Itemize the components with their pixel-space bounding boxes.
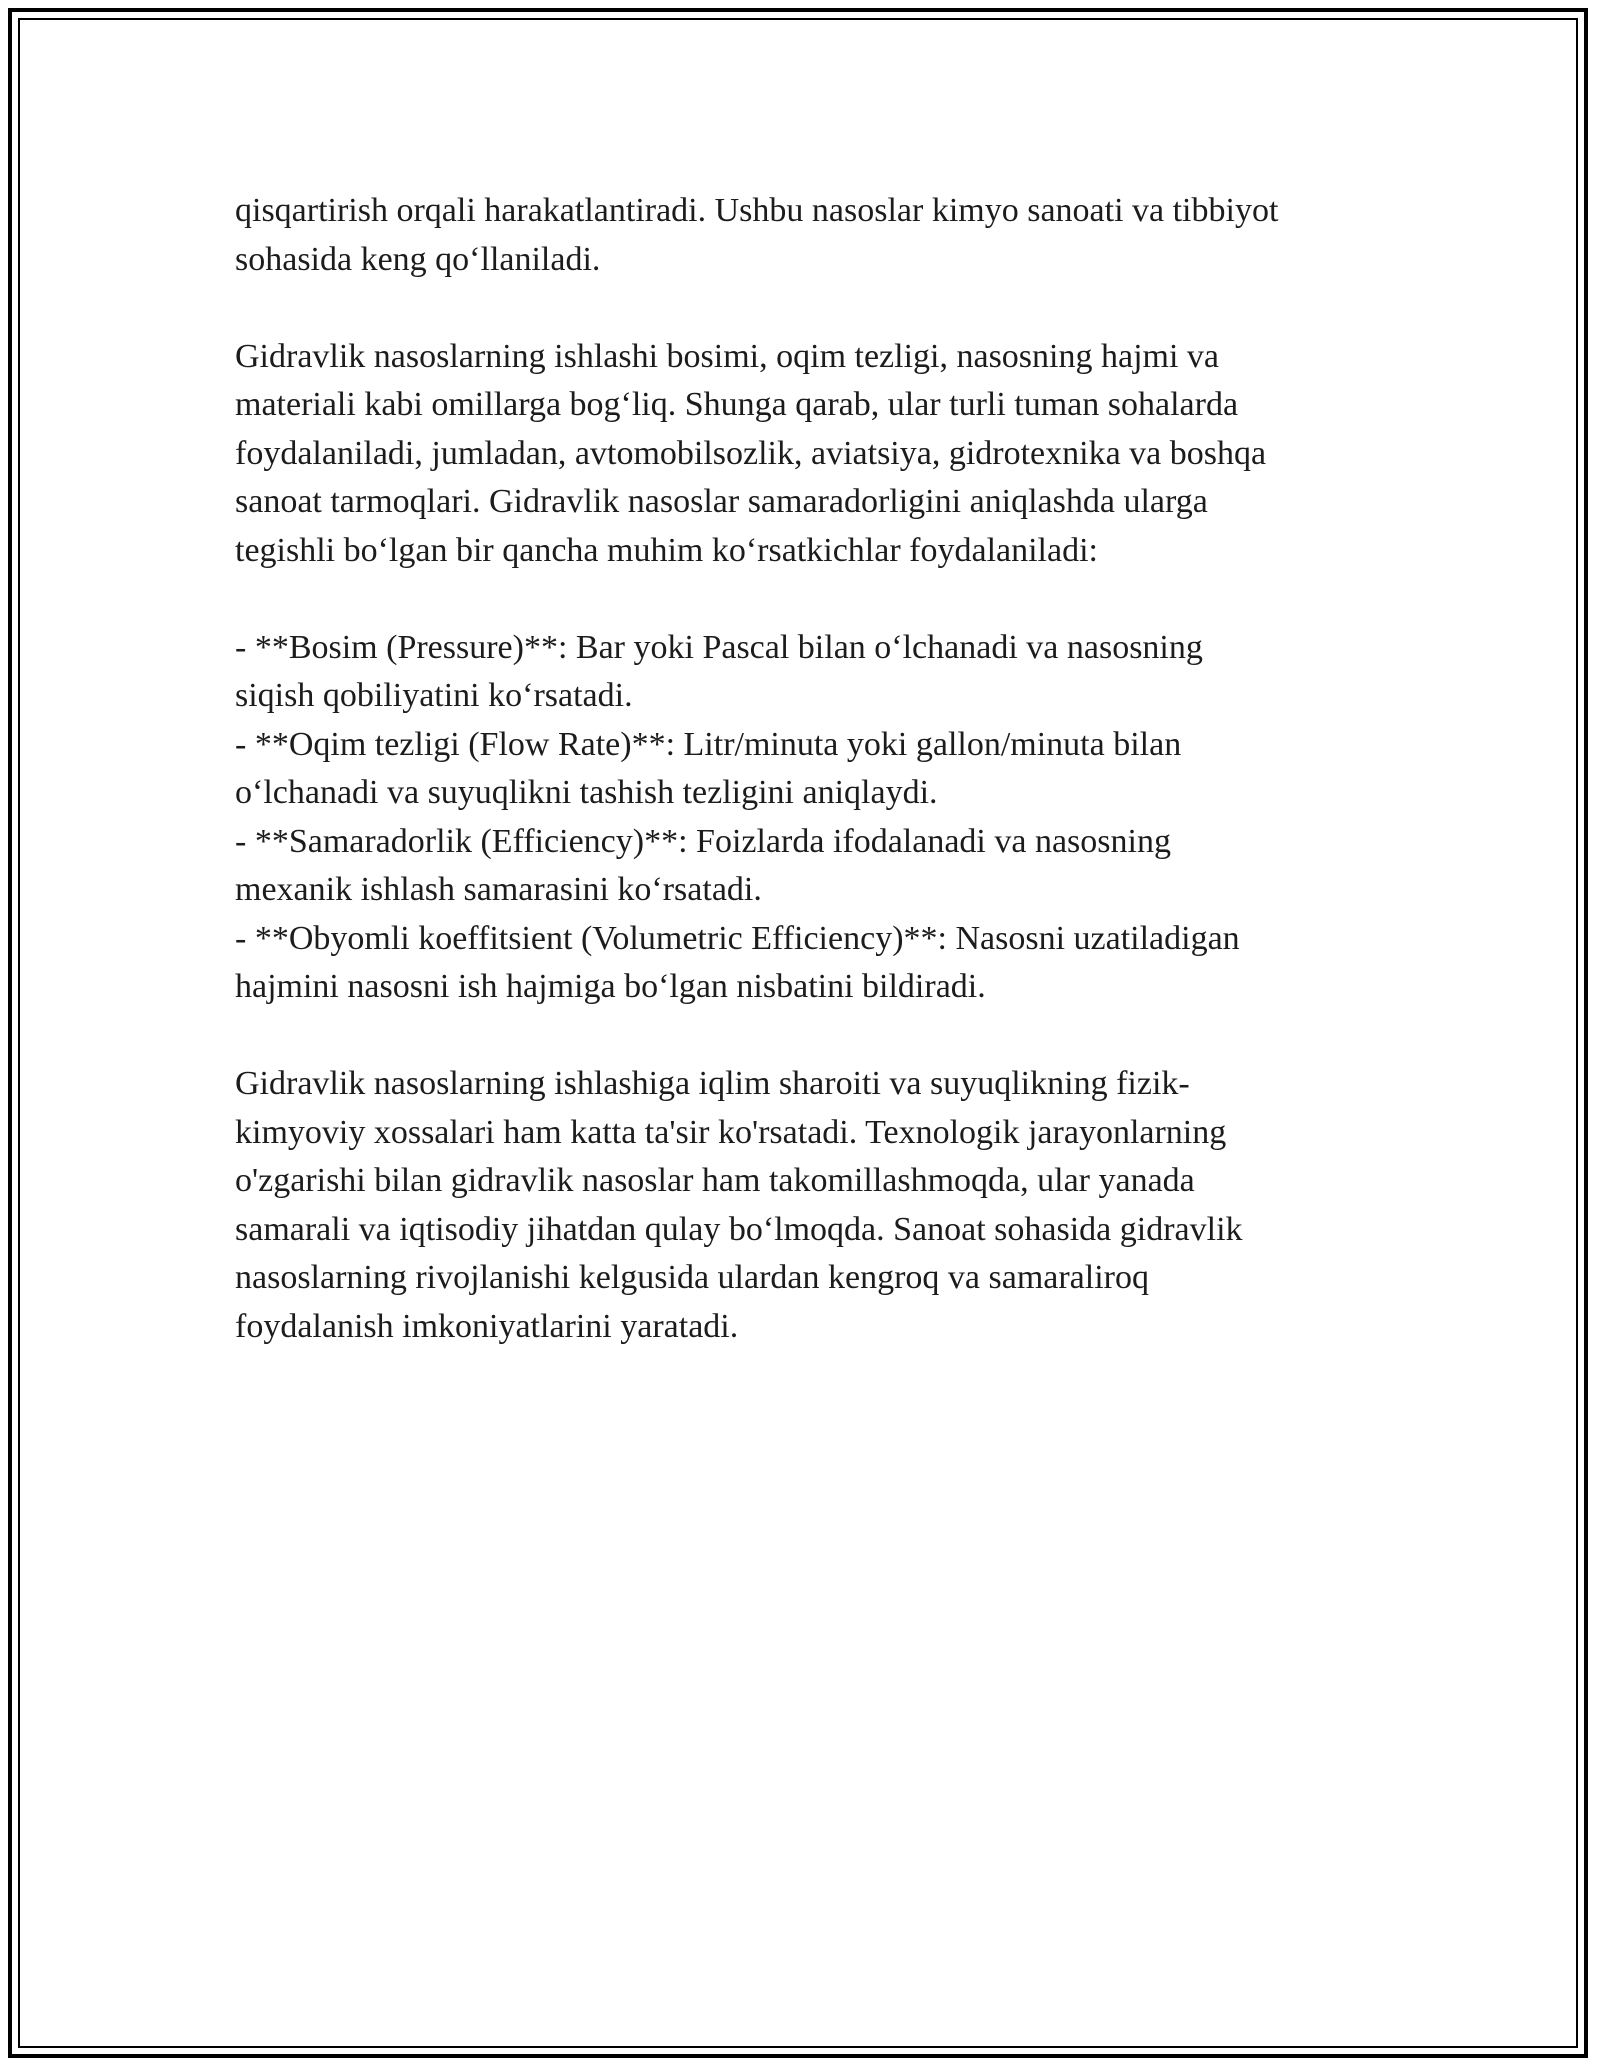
list-item: - **Samaradorlik (Efficiency)**: Foizlarda ifodalanadi va nasosning mexanik ishlash samarasini ko‘rsatadi. — [235, 822, 1171, 908]
list-item: - **Oqim tezligi (Flow Rate)**: Litr/minuta yoki gallon/minuta bilan o‘lchanadi va suyuqlikni tashish tezligini aniqlaydi. — [235, 725, 1182, 811]
paragraph-spacer — [235, 1012, 1385, 1061]
paragraph-spacer — [235, 284, 1385, 333]
indicator-list — [235, 624, 1385, 1012]
paragraph: qisqartirish orqali harakatlantiradi. Ushbu nasoslar kimyo sanoati va tibbiyot sohasida keng qo‘llaniladi. — [235, 192, 1279, 278]
paragraph: Gidravlik nasoslarning ishlashi bosimi, oqim tezligi, nasosning hajmi va materiali kabi omillarga bog‘liq. Shunga qarab, ular turli tuman sohalarda foydalaniladi, jumladan, avtomobilsozlik, aviatsiya, gidrotexnika va boshqa sanoat tarmoqlari. Gidravlik nasoslar samaradorligini aniqlashda ularga tegishli bo‘lgan bir qancha muhim ko‘rsatkichlar foydalaniladi: — [235, 337, 1267, 569]
list-item: - **Bosim (Pressure)**: Bar yoki Pascal bilan o‘lchanadi va nasosning siqish qobiliyatini ko‘rsatadi. — [235, 628, 1203, 714]
document-body — [235, 187, 1385, 1351]
paragraph: Gidravlik nasoslarning ishlashiga iqlim sharoiti va suyuqlikning fizik- kimyoviy xossalari ham katta ta'sir ko'rsatadi. Texnologik jarayonlarning o'zgarishi bilan gidravlik nasoslar ham takomillashmoqda, ular yanada samarali va iqtisodiy jihatdan qulay bo‘lmoqda. Sanoat sohasida gidravlik nasoslarning rivojlanishi kelgusida ulardan kengroq va samaraliroq foydalanish imkoniyatlarini yaratadi. — [235, 1065, 1243, 1345]
paragraph-spacer — [235, 575, 1385, 624]
list-item: - **Obyomli koeffitsient (Volumetric Efficiency)**: Nasosni uzatiladigan hajmini nasosni ish hajmiga bo‘lgan nisbatini bildiradi. — [235, 919, 1240, 1005]
